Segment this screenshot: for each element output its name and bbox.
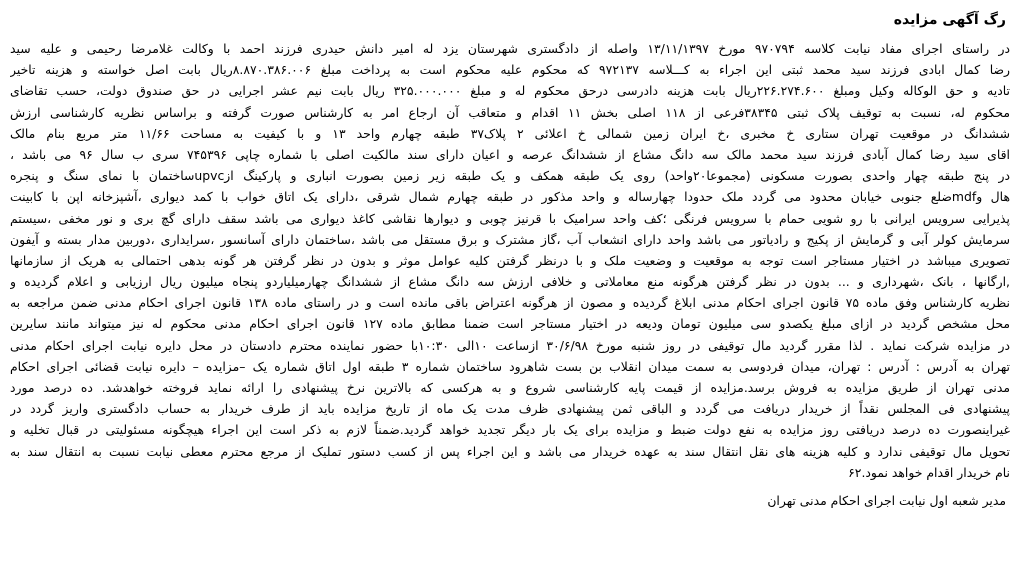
notice-line: مدنی تهران از طریق مزایده به فروش برسد.مزایده از قیمت پایه کارشناسی شروع و به هرکسی که بالاترین نرخ پیشنهادی را ارائه نماید فروخته خواهدشد. ده درصد مورد — [10, 380, 1010, 395]
notice-signature: مدیر شعبه اول نیابت اجرای احکام مدنی تهران — [767, 492, 1006, 508]
notice-line: ششدانگ در موقعیت تهران ستاری خ مخبری ،خ ایران زمین شمالی خ اعلائی ۲ پلاک۳۷ طبقه چهارم واحد ۱۳ و با کیفیت به مساحت ۱۱/۶۶ متر مربع بنام مالک — [10, 125, 1010, 141]
notice-line: در پنج طبقه چهار واحدی بصورت مسکونی (مجموعا۲۰واحد) روی یک طبقه همکف و یک طبقه زیر زمین بصورت انباری و پارکینگ ازupvcساختمان با نمای سنگ و پنجره — [10, 168, 1010, 184]
notice-line: تهران به آدرس : آدرس : تهران، میدان فردوسی به سمت میدان انقلاب بن بست شاهرود ساختمان شماره ۳ طبقه اول اتاق شماره یک –مزایده – دایره نیابت قضائی اجرای احکام — [10, 358, 1010, 374]
notice-line: ,ارگانها ، بانک ،شهرداری و ... بدون در نظر گرفتن هرگونه منع معاملاتی و خلافی ارزش سه دانگ مشاع از ششدانگ چهارمیلیاردو پنجاه میلیون ریال ارزیابی و اعلام گردیده و — [10, 274, 1010, 290]
notice-line: سرمایش کولر آبی و گرمایش از پکیج و رادیاتور می باشد واحد دارای انشعاب آب ،گاز مشترک و برق مستقل می باشد ،ساختمان دارای آسانسور ،سرایداری ،دوربین مدار بسته و آیفون — [10, 231, 1010, 247]
notice-line: محل مشخص گردید در ازای مبلغ یکصدو سی میلیون تومان ودیعه در اختیار مستاجر است ضمنا مطابق ماده ۱۲۷ قانون اجرای احکام مدنی محکوم له نیز میتواند مانند سایرین — [10, 316, 1010, 332]
notice-line: محکوم له، نسبت به توقیف پلاک ثبتی ۳۸۳۴۵فرعی از ۱۱۸ اصلی بخش ۱۱ اقدام و متعاقب آن ارجاع امر به کارشناس صورت گرفته و براساس نظریه کارشناسی ارزش — [10, 104, 1010, 120]
notice-line: نظریه کارشناس وفق ماده ۷۵ قانون اجرای احکام مدنی ابلاغ گردیده و مصون از هرگونه اعتراض باقی مانده است و در راستای ماده ۱۳۸ قانون اجرای احکام مدنی ضمن مراجعه به — [10, 295, 1010, 311]
notice-line: در مزایده شرکت نماید . لذا مقرر گردید مال توقیفی در روز شنبه مورخ ۳۰/۶/۹۸ ازساعت ۱۰الی ۱۰:۳۰با حضور نماینده محترم دادستان در محل دایره نیابت اجرای احکام مدنی — [10, 337, 1010, 353]
notice-line: تحویل مال توقیفی ندارد و کلیه هزینه های نقل انتقال سند به عهده خریدار می باشد و این اجراء پس از کسب دستور تملیک از مرجع محترم معطی نیابت نسبت به انتقال سند به — [10, 443, 1010, 459]
notice-title: رگ آگهی مزایده — [893, 12, 1006, 28]
notice-line: تصویری میباشد در اختیار مستاجر است توجه به موقعیت و وضعیت ملک و با درنظر گرفتن کلیه عوامل موثر و بدون در نظر گرفتن هر گونه بدهی احتمالی به هریک از سازمانها — [10, 252, 1010, 268]
notice-line: در راستای اجرای مفاد نیابت کلاسه ۹۷۰۷۹۴ مورخ ۱۳/۱۱/۱۳۹۷ واصله از دادگستری شهرستان یزد له امیر دانش حیدری فرزند احمد با وکالت غلامرضا رحیمی و علیه سید — [10, 41, 1010, 56]
notice-line: پذیرایی سرویس ایرانی با رو شویی حمام با سرویس فرنگی ؛کف واحد سرامیک با قرنیز چوبی و دیوارها نقاشی کاغذ دیواری می باشد سقف دارای گچ بری و نور مخفی ،سیستم — [10, 210, 1010, 226]
notice-line: پیشنهادی فی المجلس نقداً از خریدار دریافت می گردد و الباقی ثمن پیشنهادی ظرف مدت یک ماه از تاریخ مزایده باید از طرف خریدار به حساب دادگستری واریز گردد در — [10, 401, 1010, 417]
notice-line: اقای سید رضا کمال آبادی فرزند سید محمد مالک سه دانگ مشاع از ششدانگ عرصه و اعیان دارای سند مالکیت اصلی با شماره چاپی ۷۴۵۳۹۶ سری ب سال ۹۶ می باشد ، — [10, 146, 1010, 162]
notice-body — [10, 38, 1010, 483]
notice-line: رضا کمال ابادی فرزند سید محمد ثبتی این اجراء به کـــلاسه ۹۷۲۱۳۷ که محکوم علیه محکوم است به پرداخت مبلغ ۸.۸۷۰.۳۸۶.۰۰۶ریال بابت اصل خواسته و هزینه تاخیر — [10, 62, 1010, 78]
notice-line: تادیه و حق الوکاله وکیل ومبلغ ۲۲۶.۲۷۴.۶۰۰ریال بابت هزینه دادرسی درحق محکوم له و مبلغ ۳۲۵.۰۰۰.۰۰۰ ریال بابت نیم عشر اجرایی در حق صندوق دولت، حسب تقاضای — [10, 83, 1010, 99]
notice-line: هال وmdfضلع جنوبی خیابان محدود می گردد ملک حدودا چهارساله و واحد مذکور در طبقه چهارم شمال شرقی ،دارای یک اتاق خواب با کمد دیواری ،آشپزخانه اپن با کابینت — [10, 189, 1010, 205]
notice-line: غیراینصورت ده درصد دریافتی روز مزایده به نفع دولت ضبط و مزایده برای یک بار دیگر تجدید خواهد گردید.ضمناً لازم به ذکر است این اجراء هیچگونه مسئولیتی در قبال تخلیه و — [10, 422, 1010, 438]
notice-line: نام خریدار اقدام خواهد نمود.۶۲ — [848, 464, 1010, 480]
